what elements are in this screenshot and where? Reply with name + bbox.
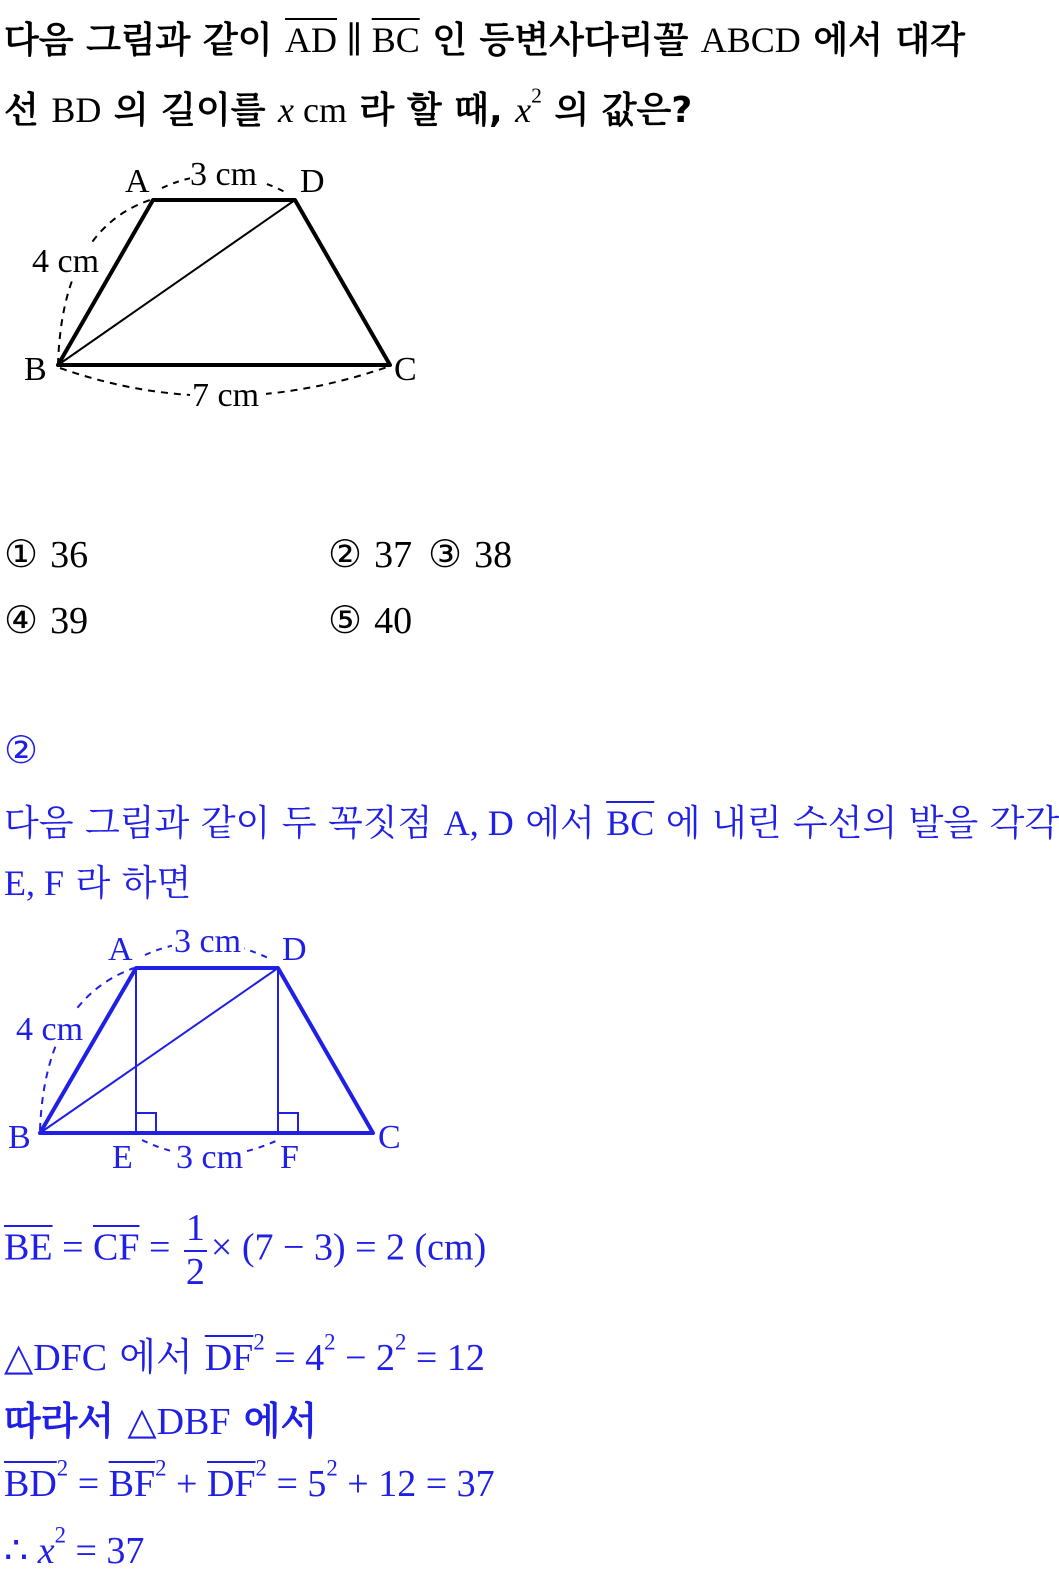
answer-mark: ② xyxy=(4,728,39,772)
label-b: B xyxy=(24,351,47,388)
length-top: 3 cm xyxy=(190,156,258,193)
explanation-line-1: 다음 그림과 같이 두 꼭짓점 A, D 에서 $\overline{BC}$ 에 내린 수선의 발을 각각 xyxy=(4,803,1059,844)
label-f: F xyxy=(280,1139,299,1176)
segment-bc: $\overline{BC}$ xyxy=(371,20,420,60)
choice-3[interactable]: ③ 38 xyxy=(428,532,513,576)
length-left-2: 4 cm xyxy=(16,1011,84,1048)
label-c: C xyxy=(394,351,417,388)
question-line-1: 다음 그림과 같이 $\overline{AD}$ ∥ $\overline{BC}$ 인 등변사다리꼴 ABCD 에서 대각 xyxy=(4,20,965,61)
explanation-line-2: E, F 라 하면 xyxy=(4,863,192,904)
choice-2[interactable]: ② 37 xyxy=(328,532,413,576)
equation-1: $\overline{BE} = \overline{CF}$ = $\frac{1}{2}$ × (7 − 3) = 2 (cm) xyxy=(4,1207,487,1293)
length-bottom: 7 cm xyxy=(192,377,260,414)
right-angle-f xyxy=(278,1113,298,1133)
equation-5: ∴ $x^2 = 37$ xyxy=(4,1522,145,1572)
label-e: E xyxy=(112,1139,133,1176)
label-a-2: A xyxy=(108,931,133,968)
label-d-2: D xyxy=(282,931,307,968)
diagonal-bd-2 xyxy=(40,968,278,1133)
trapezoid-abcd xyxy=(58,200,390,365)
equation-4: $\overline{BD}^2 = \overline{BF}^2 + \overline{DF}^2 = 5^2 + 12 = 37$ xyxy=(4,1455,495,1505)
diagonal-bd xyxy=(58,200,295,365)
trapezoid-figure-2 xyxy=(0,920,430,1180)
choice-1[interactable]: ① 36 xyxy=(4,532,89,576)
fraction-one-half: $\frac{1}{2}$ xyxy=(185,1207,205,1293)
label-c-2: C xyxy=(378,1119,401,1156)
label-d: D xyxy=(300,163,325,200)
right-angle-e xyxy=(136,1113,156,1133)
question-line-2: 선 BD 의 길이를 x cm 라 할 때, $x^2$ 의 값은? xyxy=(4,83,693,131)
trapezoid-abcd-2 xyxy=(40,968,373,1133)
equation-3: 따라서 △DBF 에서 xyxy=(4,1399,318,1443)
choice-4[interactable]: ④ 39 xyxy=(4,598,89,642)
segment-ad: $\overline{AD}$ xyxy=(285,20,338,60)
label-a: A xyxy=(125,163,150,200)
length-ef: 3 cm xyxy=(176,1139,244,1176)
choice-5[interactable]: ⑤ 40 xyxy=(328,598,413,642)
length-left: 4 cm xyxy=(32,243,100,280)
equation-2: △DFC 에서 $\overline{DF}^2 = 4^2 - 2^2 = 12$ xyxy=(4,1329,485,1379)
length-top-2: 3 cm xyxy=(174,923,242,960)
label-b-2: B xyxy=(8,1119,31,1156)
trapezoid-figure-1 xyxy=(0,150,460,430)
